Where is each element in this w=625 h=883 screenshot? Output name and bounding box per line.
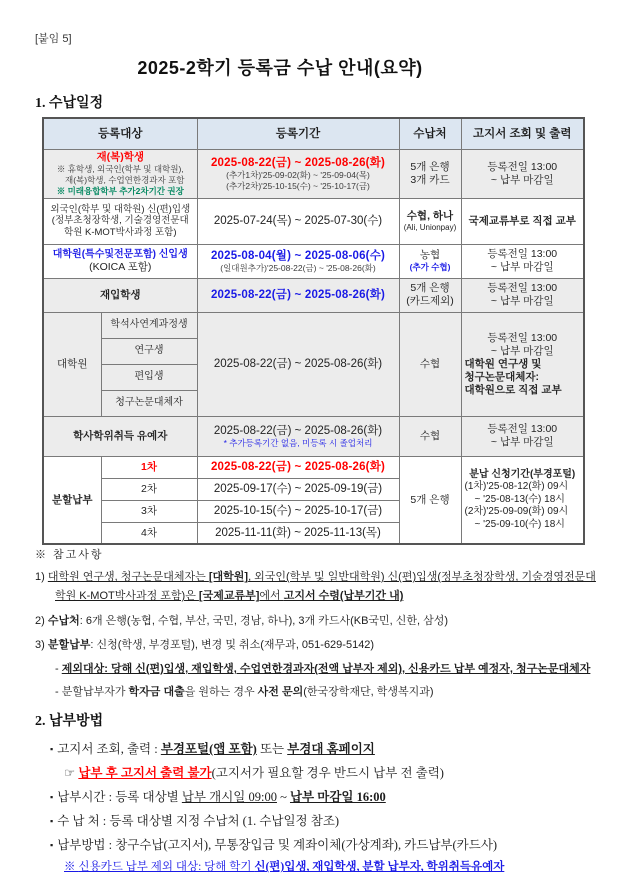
cell-period bbox=[197, 478, 399, 500]
notice-line: 국제교류부로 직접 교부 bbox=[468, 214, 576, 227]
cell-notice bbox=[461, 312, 584, 416]
subtype-label: 학석사연계과정생 bbox=[110, 319, 188, 331]
square-bullet-icon: ▪ bbox=[50, 744, 54, 754]
note-text: , 외국인(학부 및 일반대학원) 신(편)입생(정부초청장학생, 기술경영전문대학원 K-MOT박사과정 포함)은 bbox=[55, 571, 596, 603]
method-open-time: 납부 개시일 09:00 bbox=[181, 789, 277, 804]
cell-target bbox=[43, 150, 197, 199]
period-main: 2025-11-11(화) ~ 2025-11-13(목) bbox=[215, 526, 381, 539]
period-main: 2025-10-15(수) ~ 2025-10-17(금) bbox=[213, 505, 383, 518]
row-readmitted-students bbox=[43, 278, 584, 312]
note-text: (한국장학재단, 학생복지과) bbox=[303, 685, 434, 698]
notice-line: (1차)'25-08-12(화) 09시 bbox=[464, 481, 569, 493]
notice-line: 등록전일 13:00 bbox=[487, 160, 558, 173]
notice-line: ~ '25-09-10(수) 18시 bbox=[474, 518, 565, 530]
row-grad-group bbox=[43, 312, 584, 338]
period-main: 2025-08-22(금) ~ 2025-08-26(화) bbox=[213, 424, 383, 437]
notice-line-bold: 청구논문대체자: bbox=[464, 370, 539, 383]
note-text-bold: 고지서 수령(납부기간 내) bbox=[283, 590, 404, 603]
period-main: 2025-08-22(금) ~ 2025-08-26(화) bbox=[210, 156, 386, 169]
cell-bank bbox=[399, 150, 461, 199]
note-text: 분할납부자가 bbox=[61, 685, 129, 698]
cell-bank bbox=[399, 244, 461, 278]
method-text: ~ bbox=[276, 789, 290, 804]
note-text-bold: 사전 문의 bbox=[257, 685, 304, 698]
notice-line-bold: 대학원으로 직접 교부 bbox=[464, 384, 562, 397]
cell-period bbox=[197, 500, 399, 522]
target-note: 재(복)학생, 수업연한경과자 포함 bbox=[65, 175, 185, 186]
cell-period bbox=[197, 416, 399, 456]
installment-no: 4차 bbox=[141, 526, 157, 539]
method-text: 납부시간 : 등록 대상별 bbox=[57, 789, 182, 804]
method-text-portal: 부경포털(앱 포함) bbox=[160, 742, 257, 756]
bank-line: 3개 카드 bbox=[410, 173, 450, 186]
cell-notice bbox=[461, 198, 584, 244]
bank-line-extra: (추가 수협) bbox=[409, 262, 451, 273]
note-text: : 6개 은행(농협, 수협, 부산, 국민, 경남, 하나), 3개 카드사(KB국민, 신한, 삼성) bbox=[79, 614, 449, 627]
method-text: 또는 bbox=[256, 742, 288, 756]
header-bank: 수납처 bbox=[399, 118, 461, 150]
cell-target bbox=[43, 416, 197, 456]
square-bullet-icon: ▪ bbox=[50, 839, 54, 850]
cell-installment-no bbox=[101, 500, 197, 522]
period-main: 2025-08-22(금) ~ 2025-08-26(화) bbox=[210, 461, 386, 474]
target-line: (정부초청장학생, 기술경영전문대 bbox=[51, 215, 189, 227]
subtype-label: 청구논문대체자 bbox=[115, 397, 183, 409]
attachment-tag: [붙임 5] bbox=[35, 33, 72, 45]
cell-bank bbox=[399, 198, 461, 244]
method-bullet-print bbox=[50, 741, 610, 758]
method-text-homepage: 부경대 홈페이지 bbox=[287, 742, 375, 756]
notice-line: 등록전일 13:00 bbox=[487, 331, 558, 344]
bank-line: 수협, 하나 bbox=[406, 210, 454, 223]
cell-bank bbox=[399, 278, 461, 312]
cell-period bbox=[197, 198, 399, 244]
group-label: 대학원 bbox=[57, 357, 88, 370]
period-main: 2025-09-17(수) ~ 2025-09-19(금) bbox=[213, 483, 383, 496]
dash: - bbox=[55, 685, 62, 698]
bank-line: 5개 은행 bbox=[410, 160, 450, 173]
note-number: 2) bbox=[35, 614, 48, 627]
cell-period bbox=[197, 522, 399, 544]
cell-notice bbox=[461, 244, 584, 278]
period-extra: (추가2차)'25-10-15(수) ~ '25-10-17(금) bbox=[226, 181, 370, 192]
installment-no: 3차 bbox=[141, 504, 157, 517]
cell-bank bbox=[399, 416, 461, 456]
cell-subtype bbox=[101, 312, 197, 338]
note-item-3 bbox=[35, 636, 605, 655]
method-print-warning bbox=[64, 765, 610, 782]
target-main: 재(복)학생 bbox=[96, 151, 145, 163]
note-text-bold: 수납처 bbox=[47, 614, 80, 627]
target-main: 재입학생 bbox=[99, 288, 141, 301]
notice-line: ~ '25-08-13(수) 18시 bbox=[474, 493, 565, 505]
cell-notice bbox=[461, 278, 584, 312]
bank-line: 5개 은행 bbox=[410, 493, 450, 506]
note-item-1 bbox=[35, 568, 605, 607]
cell-group-label bbox=[43, 456, 101, 544]
note-number: 3) bbox=[35, 638, 48, 651]
note-item-3-sub-2 bbox=[35, 683, 605, 702]
page-title: 2025-2학기 등록금 수납 안내(요약) bbox=[137, 58, 423, 78]
notice-line-bold: 대학원 연구생 및 bbox=[464, 357, 542, 370]
registration-schedule-table bbox=[42, 117, 585, 545]
header-period: 등록기간 bbox=[197, 118, 399, 150]
note-text-bold: [국제교류부] bbox=[198, 590, 260, 603]
row-grad-new-students bbox=[43, 244, 584, 278]
cell-subtype bbox=[101, 390, 197, 416]
method-text: 납부방법 : 창구수납(고지서), 무통장입금 및 계좌이체(가상계좌), 카드납부(카드사) bbox=[57, 837, 498, 852]
note-text-bold: 분할납부 bbox=[47, 638, 91, 651]
row-degree-deferred bbox=[43, 416, 584, 456]
row-installment-1 bbox=[43, 456, 584, 478]
group-label: 분할납부 bbox=[51, 493, 93, 506]
target-note: ※ 휴학생, 외국인(학부 및 대학원), bbox=[56, 164, 184, 175]
method-card-text: 신용카드 납부 제외 대상: 당해 학기 bbox=[78, 861, 255, 874]
note-text: 대학원 연구생, 청구논문대체자는 bbox=[47, 571, 209, 583]
note-text-bold: [대학원] bbox=[208, 571, 249, 583]
target-line: 외국인(학부 및 대학원) 신(편)입생 bbox=[50, 203, 191, 215]
cell-period bbox=[197, 150, 399, 199]
period-main: 2025-08-22(금) ~ 2025-08-26(화) bbox=[210, 289, 386, 302]
cell-notice bbox=[461, 416, 584, 456]
cell-target bbox=[43, 244, 197, 278]
method-bullet-bank bbox=[50, 813, 610, 830]
notice-line: 등록전일 13:00 bbox=[487, 282, 558, 295]
header-notice: 고지서 조회 및 출력 bbox=[461, 118, 584, 150]
cell-subtype bbox=[101, 338, 197, 364]
cell-group-label bbox=[43, 312, 101, 416]
section1-heading: 1. 수납일정 bbox=[35, 96, 104, 111]
cell-installment-no bbox=[101, 478, 197, 500]
installment-no: 2차 bbox=[141, 482, 157, 495]
notice-line: ~ 납부 마감일 bbox=[490, 173, 554, 186]
pointing-hand-icon: ☞ bbox=[64, 765, 79, 780]
method-text: 수 납 처 : 등록 대상별 지정 수납처 (1. 수납일정 참조) bbox=[57, 813, 340, 828]
target-main: 학사학위취득 유예자 bbox=[73, 429, 168, 442]
target-line: 학원 K-MOT박사과정 포함) bbox=[64, 227, 177, 239]
cell-bank bbox=[399, 312, 461, 416]
note-item-2 bbox=[35, 612, 605, 631]
method-bullet-how bbox=[50, 837, 610, 854]
cell-period bbox=[197, 278, 399, 312]
reference-notes bbox=[35, 546, 605, 705]
notes-heading: ※ 참고사항 bbox=[35, 549, 104, 561]
header-target: 등록대상 bbox=[43, 118, 197, 150]
note-number: 1) bbox=[35, 571, 48, 583]
period-warning: * 추가등록기간 없음, 미등록 시 졸업처리 bbox=[223, 438, 373, 448]
payment-method-section bbox=[50, 734, 610, 883]
subtype-label: 편입생 bbox=[134, 371, 164, 383]
table-header-row bbox=[43, 118, 584, 150]
cell-notice bbox=[461, 150, 584, 199]
square-bullet-icon: ▪ bbox=[50, 791, 54, 802]
dash: - bbox=[55, 663, 62, 675]
target-sub: (KOICA 포함) bbox=[89, 261, 152, 274]
cell-period bbox=[197, 456, 399, 478]
cell-bank bbox=[399, 456, 461, 544]
notice-line: ~ 납부 마감일 bbox=[490, 261, 554, 274]
cell-subtype bbox=[101, 364, 197, 390]
square-bullet-icon: ▪ bbox=[50, 815, 54, 826]
cell-target bbox=[43, 198, 197, 244]
note-text: 을 원하는 경우 bbox=[184, 685, 258, 698]
bank-line: 농협 bbox=[419, 249, 441, 262]
note-text: : 신청(학생, 부경포털), 변경 및 취소(재무과, 051-629-5142) bbox=[90, 638, 375, 651]
target-note-green: ※ 미래융합학부 추가2차기간 권장 bbox=[56, 186, 184, 197]
method-text: 고지서 조회, 출력 : bbox=[57, 742, 161, 756]
cell-period bbox=[197, 244, 399, 278]
cell-target bbox=[43, 278, 197, 312]
method-card-targets: 신(편)입생, 재입학생, 분할 납부자, 학위취득유예자 bbox=[254, 861, 505, 874]
cell-installment-no bbox=[101, 456, 197, 478]
row-foreign-new-students bbox=[43, 198, 584, 244]
bank-line: 수협 bbox=[419, 429, 441, 442]
notice-title: 분납 신청기간(부경포털) bbox=[469, 468, 576, 480]
row-returning-students bbox=[43, 150, 584, 199]
method-close-time: 납부 마감일 16:00 bbox=[289, 789, 386, 804]
bank-line: 수협 bbox=[419, 357, 441, 370]
notice-line: ~ 납부 마감일 bbox=[490, 436, 554, 449]
note-text-excluded: 제외대상: 당해 신(편)입생, 재입학생, 수업연한경과자(전액 납부자 제외), 신용카드 납부 예정자, 청구논문대체자 bbox=[61, 663, 591, 675]
period-main: 2025-08-04(월) ~ 2025-08-06(수) bbox=[210, 249, 386, 262]
method-text: (고지서가 필요할 경우 반드시 납부 전 출력) bbox=[211, 765, 444, 780]
period-extra: (추가1차)'25-09-02(화) ~ '25-09-04(목) bbox=[226, 170, 370, 181]
notice-line: (2차)'25-09-09(화) 09시 bbox=[464, 506, 569, 518]
notice-line: 등록전일 13:00 bbox=[487, 423, 558, 436]
cell-installment-no bbox=[101, 522, 197, 544]
bank-line: (카드제외) bbox=[406, 295, 454, 308]
notice-line: 등록전일 13:00 bbox=[487, 248, 558, 261]
bank-line-small: (Ali, Unionpay) bbox=[403, 222, 457, 232]
reference-mark: ※ bbox=[64, 861, 79, 874]
notice-line: ~ 납부 마감일 bbox=[490, 344, 554, 357]
period-main: 2025-08-22(금) ~ 2025-08-26(화) bbox=[213, 358, 383, 371]
installment-no: 1차 bbox=[141, 460, 157, 473]
method-card-exclusion bbox=[64, 860, 610, 876]
method-bullet-time bbox=[50, 789, 610, 806]
target-main: 대학원(특수및전문포함) 신입생 bbox=[52, 248, 188, 260]
cell-period bbox=[197, 312, 399, 416]
notice-line: ~ 납부 마감일 bbox=[490, 295, 554, 308]
section2-heading: 2. 납부방법 bbox=[35, 714, 104, 729]
note-text: 에서 bbox=[259, 590, 284, 603]
period-main: 2025-07-24(목) ~ 2025-07-30(수) bbox=[213, 215, 383, 228]
cell-notice bbox=[461, 456, 584, 544]
subtype-label: 연구생 bbox=[134, 345, 164, 357]
method-warning-red: 납부 후 고지서 출력 불가 bbox=[78, 765, 212, 780]
bank-line: 5개 은행 bbox=[410, 282, 450, 295]
note-item-3-sub-1 bbox=[35, 660, 605, 679]
note-text-bold: 학자금 대출 bbox=[128, 685, 185, 698]
period-extra: (일대원추가)'25-08-22(금) ~ '25-08-26(화) bbox=[220, 263, 376, 273]
